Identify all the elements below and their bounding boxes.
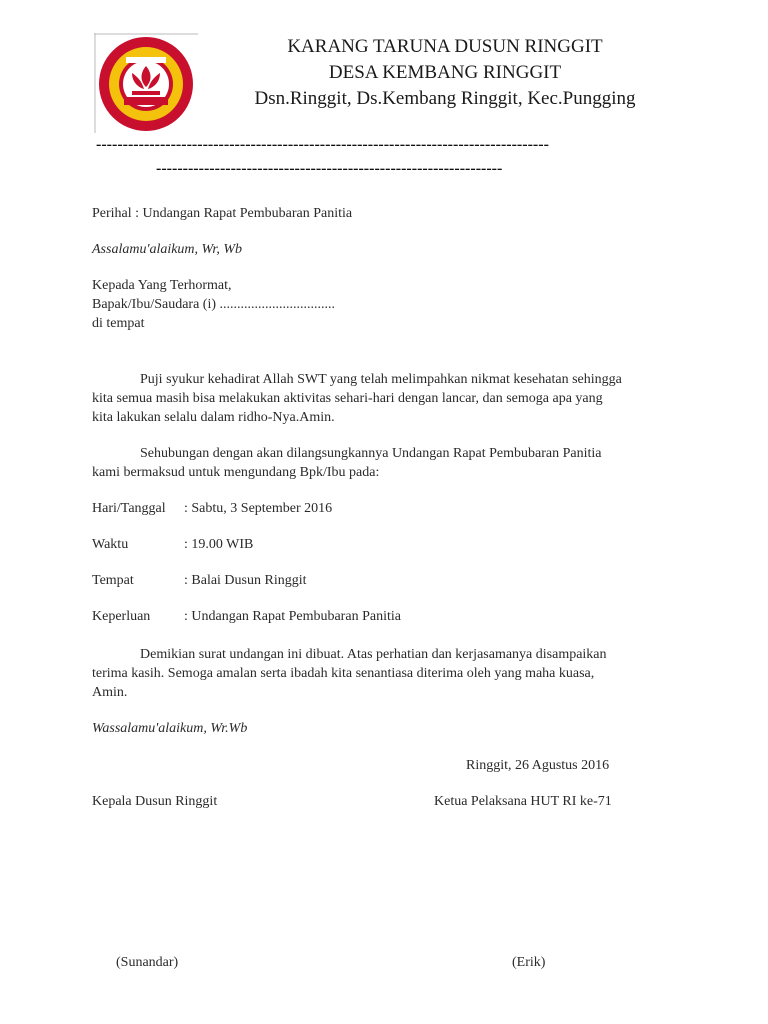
- detail-row: [92, 573, 307, 589]
- body-paragraph-line: Puji syukur kehadirat Allah SWT yang telah melimpahkan nikmat kesehatan sehingga: [140, 372, 622, 387]
- detail-value: : Sabtu, 3 September 2016: [184, 501, 333, 516]
- body-paragraph-line: kami bermaksud untuk mengundang Bpk/Ibu pada:: [92, 465, 380, 480]
- recipient-line: Bapak/Ibu/Saudara (i) .................................: [92, 297, 336, 312]
- karang-taruna-logo: [94, 33, 198, 133]
- header-divider-top: -------------------------------------------------------------------------------------: [96, 136, 549, 153]
- detail-row: [92, 537, 253, 553]
- org-name: KARANG TARUNA DUSUN RINGGIT: [287, 36, 603, 57]
- detail-label: Hari/Tanggal: [92, 501, 166, 516]
- place-date: Ringgit, 26 Agustus 2016: [466, 758, 610, 773]
- recipient-line: di tempat: [92, 316, 145, 331]
- detail-label: Tempat: [92, 573, 134, 588]
- signer-right-name: (Erik): [512, 955, 546, 970]
- letter-greeting: Assalamu'alaikum, Wr, Wb: [92, 242, 242, 257]
- logo-emblem: [94, 33, 198, 133]
- detail-row: [92, 501, 332, 517]
- body-paragraph-line: kita semua masih bisa melakukan aktivitas sehari-hari dengan lancar, dan semoga apa yang: [92, 391, 603, 406]
- letter-subject: Perihal : Undangan Rapat Pembubaran Panitia: [92, 206, 353, 221]
- detail-row: [92, 609, 401, 625]
- letter-closing: Wassalamu'alaikum, Wr.Wb: [92, 721, 248, 736]
- body-paragraph-line: kita lakukan selalu dalam ridho-Nya.Amin.: [92, 410, 335, 425]
- body-paragraph-line: Demikian surat undangan ini dibuat. Atas perhatian dan kerjasamanya disampaikan: [140, 647, 607, 662]
- org-address: Dsn.Ringgit, Ds.Kembang Ringgit, Kec.Pungging: [254, 88, 636, 109]
- detail-value: : Balai Dusun Ringgit: [184, 573, 307, 588]
- village-name: DESA KEMBANG RINGGIT: [328, 62, 562, 83]
- detail-label: Keperluan: [92, 609, 151, 624]
- body-paragraph-line: Sehubungan dengan akan dilangsungkannya Undangan Rapat Pembubaran Panitia: [140, 446, 602, 461]
- header-divider-bottom: -----------------------------------------------------------------: [156, 160, 503, 177]
- detail-value: : Undangan Rapat Pembubaran Panitia: [184, 609, 401, 624]
- recipient-line: Kepada Yang Terhormat,: [92, 278, 232, 293]
- detail-label: Waktu: [92, 537, 129, 552]
- signer-right-title: Ketua Pelaksana HUT RI ke-71: [434, 794, 612, 809]
- detail-value: : 19.00 WIB: [184, 537, 254, 552]
- signer-left-name: (Sunandar): [116, 955, 179, 970]
- signer-left-title: Kepala Dusun Ringgit: [92, 794, 218, 809]
- body-paragraph-line: Amin.: [92, 685, 128, 700]
- body-paragraph-line: terima kasih. Semoga amalan serta ibadah kita senantiasa diterima oleh yang maha kuasa,: [92, 666, 595, 681]
